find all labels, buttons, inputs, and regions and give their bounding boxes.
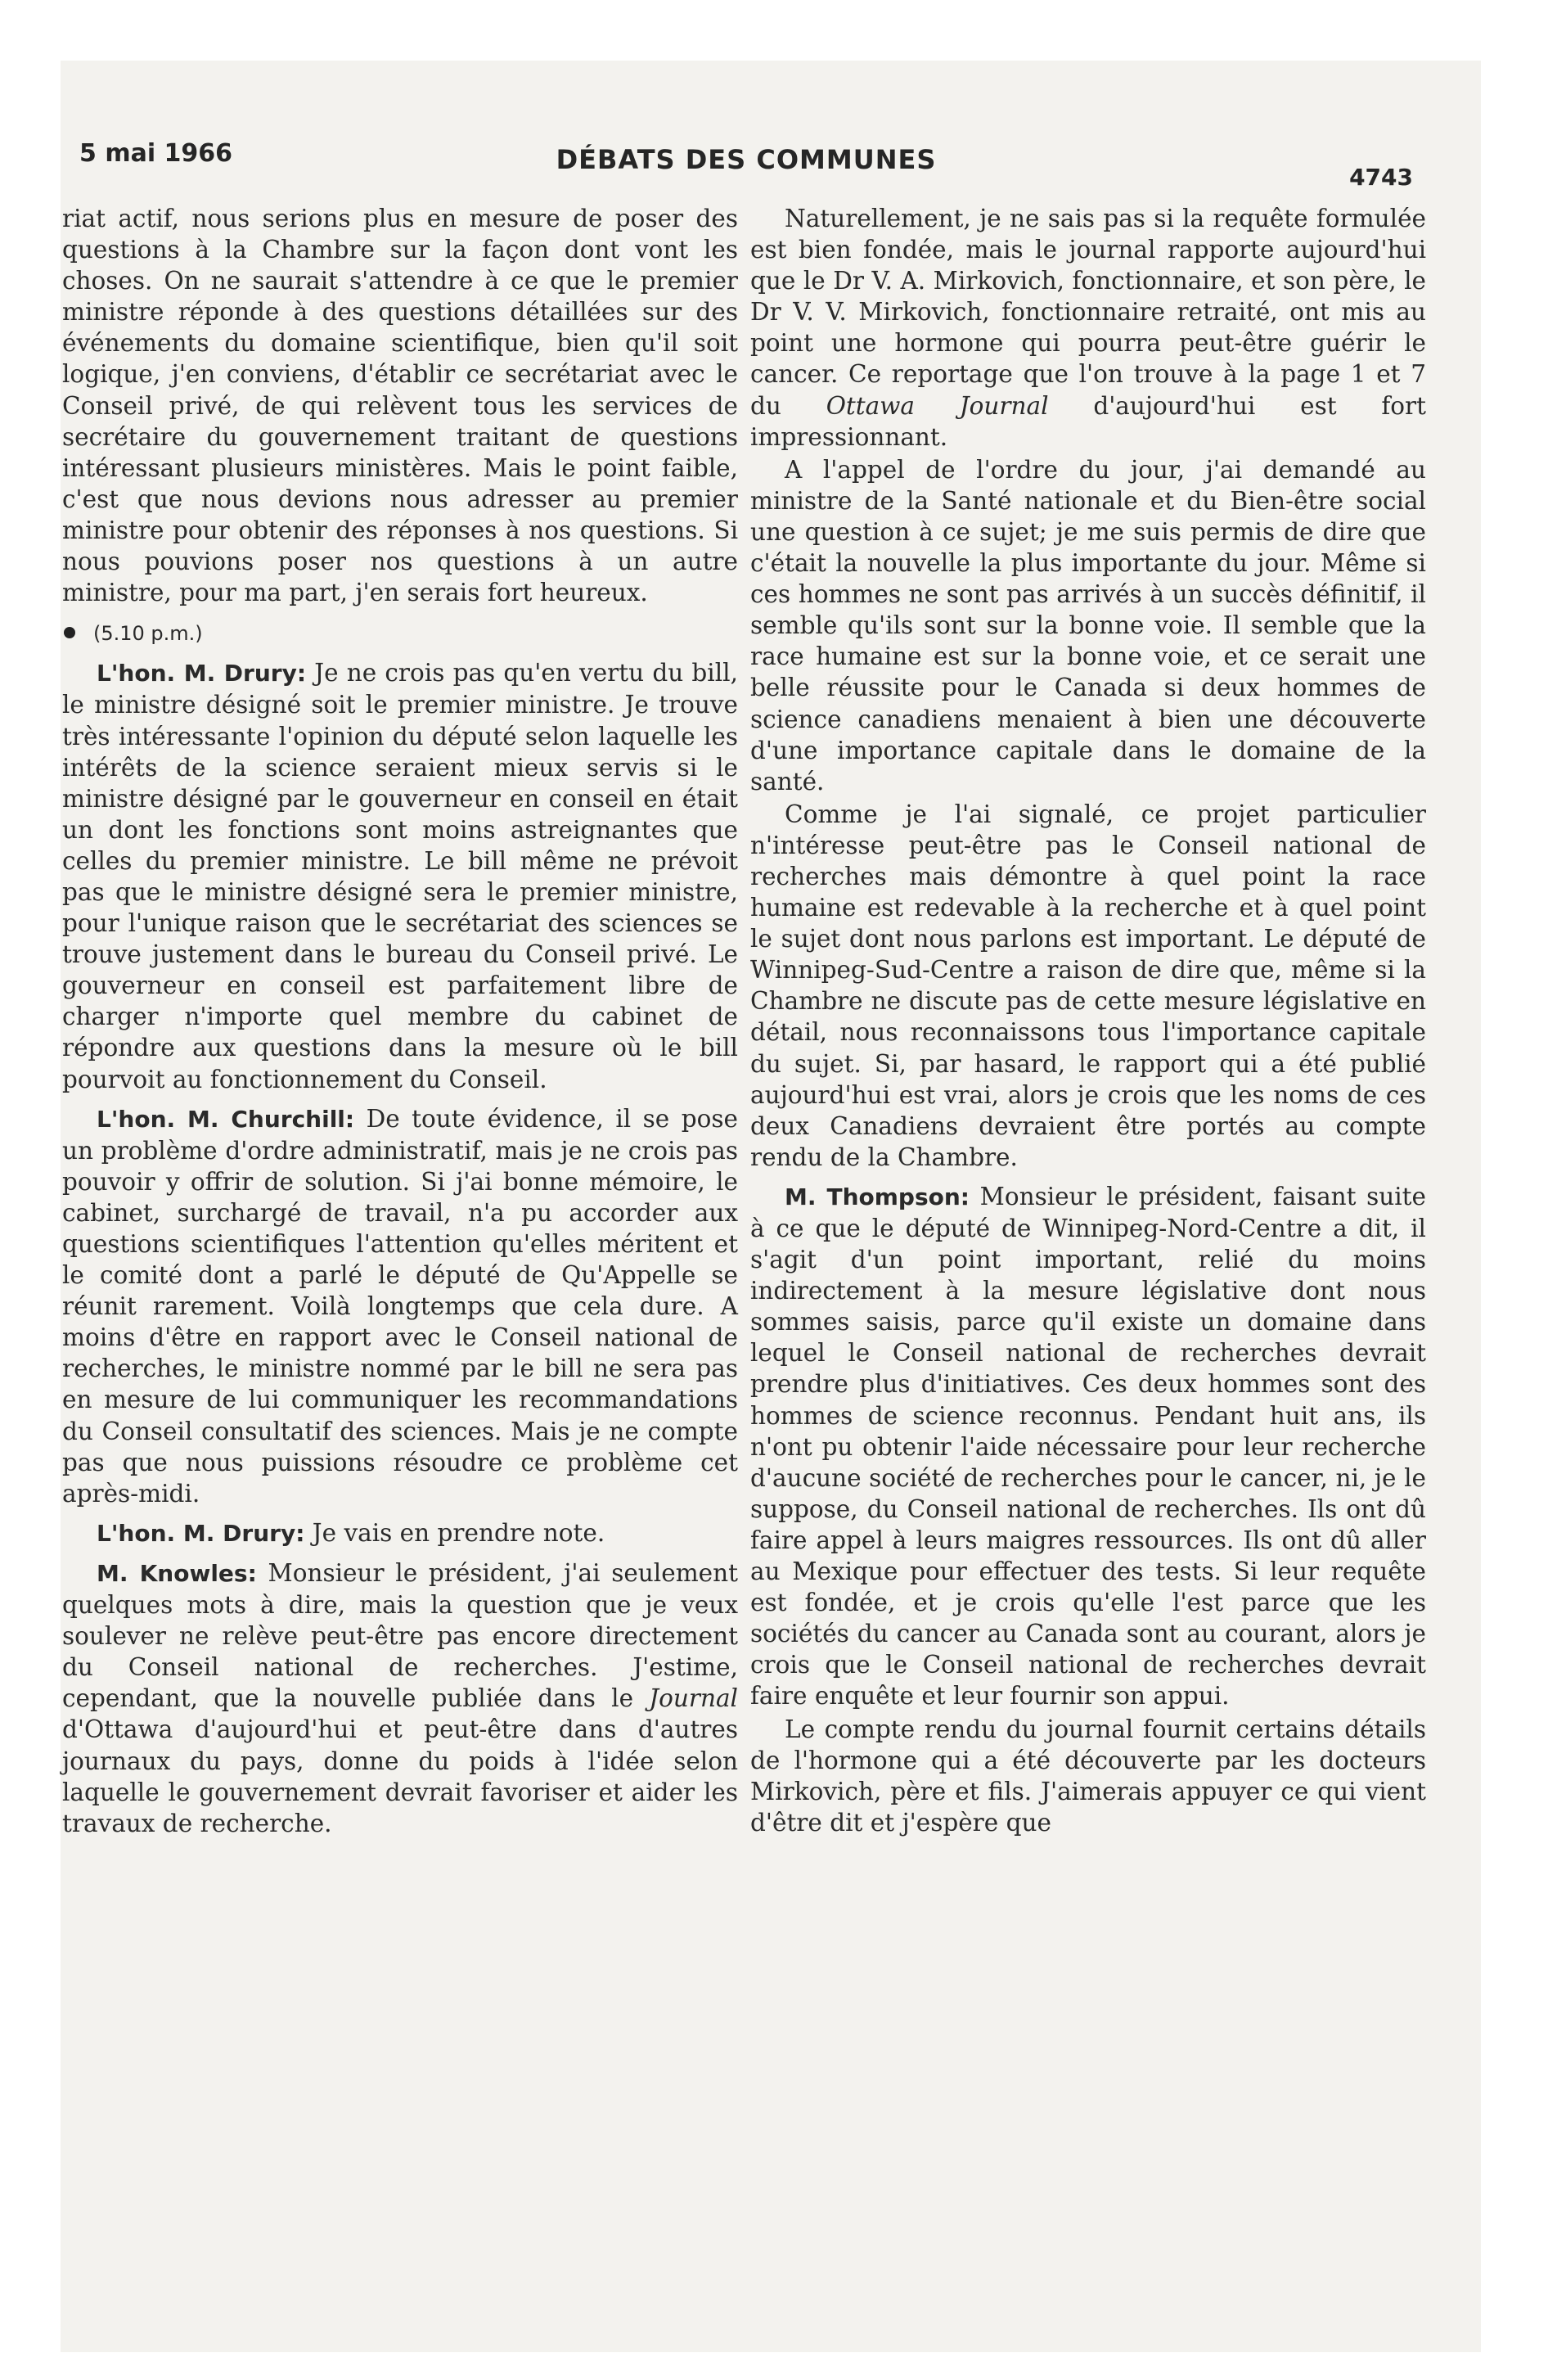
speaker-name: L'hon. M. Drury:	[97, 1519, 305, 1547]
page-header	[79, 133, 1413, 191]
paragraph: Le compte rendu du journal fournit certains détails de l'hormone qui a été découverte par les docteurs Mirkovich, père et fils. J'aimerais appuyer ce qui vient d'être dit et j'espère que	[750, 1715, 1426, 1837]
speech-text: Monsieur le président, j'ai seulement quelques mots à dire, mais la question que je veux soulever ne relève peut-être pas encore directement du Conseil national de recherches. J'estime, cependant, que la nouvelle publiée dans le	[62, 1558, 738, 1713]
speech-thompson	[750, 1181, 1426, 1712]
speaker-name: L'hon. M. Churchill:	[97, 1105, 355, 1133]
right-column	[750, 203, 1426, 1838]
paragraph: riat actif, nous serions plus en mesure de poser des questions à la Chambre sur la façon dont vont les choses. On ne saurait s'attendre à ce que le premier ministre réponde à des questions détaillées sur des événements du domaine scientifique, bien qu'il soit logique, j'en conviens, d'établir ce secrétariat avec le Conseil privé, de qui relèvent tous les services de secrétaire du gouvernement traitant de questions intéressant plusieurs ministères. Mais le point faible, c'est que nous devions nous adresser au premier ministre pour obtenir des réponses à nos questions. Si nous pouvions poser nos questions à un autre ministre, pour ma part, j'en serais fort heureux.	[62, 205, 738, 607]
paragraph: Comme je l'ai signalé, ce projet particulier n'intéresse peut-être pas le Conseil national de recherches mais démontre à quel point la race humaine est redevable à la recherche et à quel point le sujet dont nous parlons est important. Le député de Winnipeg-Sud-Centre a raison de dire que, même si la Chambre ne discute pas de cette mesure législative en détail, nous reconnaissons tous l'importance capitale du sujet. Si, par hasard, le rapport qui a été publié aujourd'hui est vrai, alors je crois que les noms de ces deux Canadiens devraient être portés au compte rendu de la Chambre.	[750, 800, 1426, 1171]
time-marker	[62, 616, 738, 649]
speech-text: Je ne crois pas qu'en vertu du bill, le ministre désigné soit le premier ministre. Je trouve très intéressante l'opinion du député selon laquelle les intérêts de la science seraient mieux servis si le ministre désigné par le gouverneur en conseil en était un dont les fonctions sont moins astreignantes que celles du premier ministre. Le bill même ne prévoit pas que le ministre désigné sera le premier ministre, pour l'unique raison que le secrétariat des sciences se trouve justement dans le bureau du Conseil privé. Le gouverneur en conseil est parfaitement libre de charger n'importe quel membre du cabinet de répondre aux questions dans la mesure où le bill pourvoit au fonctionnement du Conseil.	[62, 659, 738, 1093]
speaker-name: M. Knowles:	[97, 1559, 257, 1587]
speaker-name: L'hon. M. Drury:	[97, 660, 307, 687]
italic-text: Ottawa Journal	[826, 391, 1049, 420]
bullet-icon	[64, 627, 75, 638]
speech-churchill	[62, 1103, 738, 1509]
paragraph: A l'appel de l'ordre du jour, j'ai demandé au ministre de la Santé nationale et du Bien-être social une question à ce sujet; je me suis permis de dire que c'était la nouvelle la plus importante du jour. Même si ces hommes ne sont pas arrivés à un succès définitif, il semble qu'ils sont sur la bonne voie. Il semble que la race humaine est sur la bonne voie, et ce serait une belle réussite pour le Canada si deux hommes de science canadiens menaient à bien une découverte d'une importance capitale dans le domaine de la santé.	[750, 455, 1426, 796]
left-column	[62, 203, 738, 1839]
header-page-number: 4743	[1349, 164, 1413, 191]
speech-knowles	[62, 1557, 738, 1839]
paragraph-text: d'aujourd'hui est fort impressionnant.	[750, 391, 1426, 451]
speech-text: De toute évidence, il se pose un problème d'ordre administratif, mais je ne crois pas pouvoir y offrir de solution. Si j'ai bonne mémoire, le cabinet, surchargé de travail, n'a pu accorder aux questions scientifiques l'attention qu'elles méritent et le comité dont a parlé le député de Qu'Appelle se réunit rarement. Voilà longtemps que cela dure. A moins d'être en rapport avec le Conseil national de recherches, le ministre nommé par le bill ne sera pas en mesure de lui communiquer les recommandations du Conseil consultatif des sciences. Mais je ne compte pas que nous puissions résoudre ce problème cet après-midi.	[62, 1104, 738, 1508]
header-title: DÉBATS DES COMMUNES	[556, 144, 937, 175]
speech-text: Monsieur le président, faisant suite à ce que le député de Winnipeg-Nord-Centre a dit, il s'agit d'un point important, relié du moins indirectement à la mesure législative dont nous sommes saisis, parce qu'il existe un domaine dans lequel le Conseil national de recherches devrait prendre plus d'initiatives. Ces deux hommes sont des hommes de science reconnus. Pendant huit ans, ils n'ont pu obtenir l'aide nécessaire pour leur recherche d'aucune société de recherches pour le cancer, ni, je le suppose, du Conseil national de recherches. Ils ont dû faire appel à leurs maigres ressources. Ils ont dû aller au Mexique pour effectuer des tests. Si leur requête est fondée, et je crois qu'elle l'est parce que les sociétés du cancer au Canada sont au courant, alors je crois que le Conseil national de recherches devrait faire enquête et leur fournir son appui.	[750, 1182, 1426, 1711]
speech-text: Je vais en prendre note.	[312, 1518, 605, 1547]
paragraph	[750, 203, 1426, 453]
speaker-name: M. Thompson:	[785, 1183, 970, 1210]
header-date: 5 mai 1966	[79, 139, 233, 168]
speech-text: d'Ottawa d'aujourd'hui et peut-être dans d'autres journaux du pays, donne du poids à l'idée selon laquelle le gouvernement devrait favoriser et aider les travaux de recherche.	[62, 1715, 738, 1837]
time-mark: (5.10 p.m.)	[93, 622, 203, 646]
paragraph-text: Naturellement, je ne sais pas si la requête formulée est bien fondée, mais le journal rapporte aujourd'hui que le Dr V. A. Mirkovich, fonctionnaire, et son père, le Dr V. V. Mirkovich, fonctionnaire retraité, ont mis au point une hormone qui pourra peut-être guérir le cancer. Ce reportage que l'on trouve à la page 1 et 7 du	[750, 205, 1426, 420]
italic-text: Journal	[649, 1684, 738, 1713]
speech-drury	[62, 657, 738, 1094]
speech-drury-2	[62, 1517, 738, 1549]
